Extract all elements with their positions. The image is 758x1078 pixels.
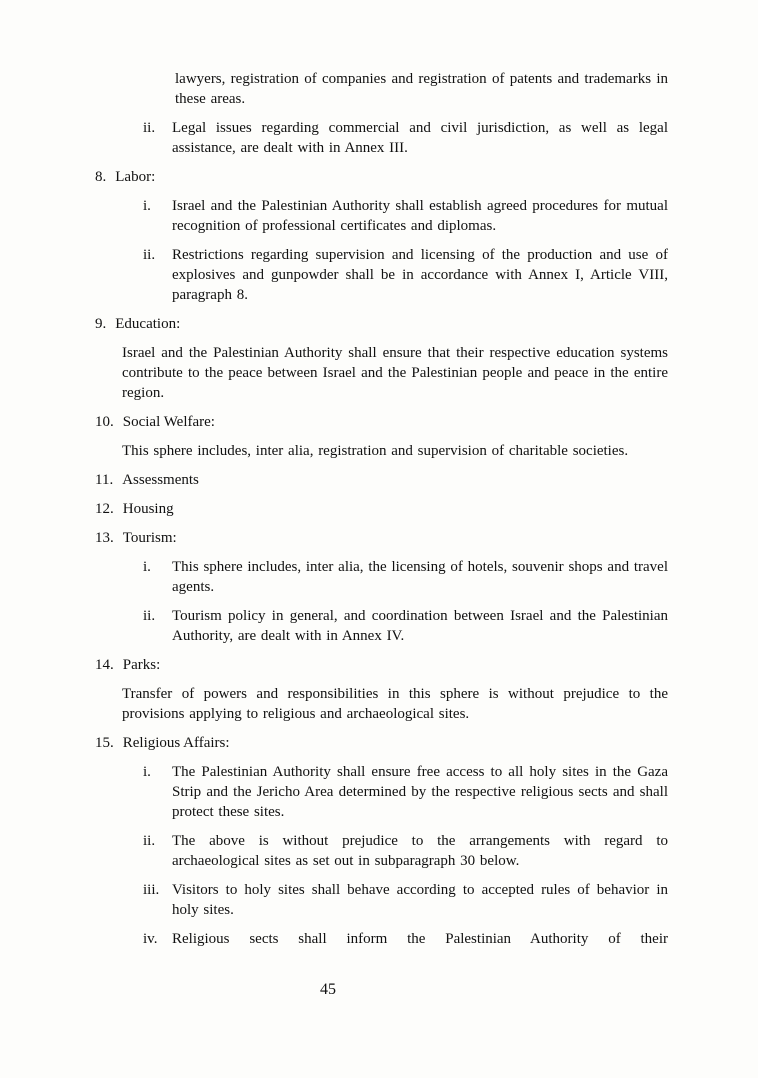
section-title: Tourism: — [122, 530, 177, 546]
paragraph-text: This sphere includes, inter alia, registration and supervision of charitable societies. — [122, 443, 629, 459]
subitem-text: Restrictions regarding supervision and licensing of the production and use of explosives and gunpowder shall be in accordance with Annex I, Article VIII, paragraph 8. — [172, 247, 668, 303]
section-title: Education: — [115, 316, 181, 332]
section-number: 15. — [95, 735, 114, 751]
subitem-label: ii. — [143, 608, 156, 624]
subitem-labor-ii — [143, 245, 668, 305]
section-title: Religious Affairs: — [122, 735, 230, 751]
subitem-text: The Palestinian Authority shall ensure free access to all holy sites in the Gaza Strip and the Jericho Area determined by the respective religious sects and shall protect these sites. — [172, 764, 668, 820]
section-heading-11-assessments — [95, 470, 668, 490]
page-number: 45 — [320, 981, 336, 998]
section-heading-10-social-welfare — [95, 412, 668, 432]
section-title: Social Welfare: — [122, 414, 215, 430]
subitem-text: The above is without prejudice to the arrangements with regard to archaeological sites as set out in subparagraph 30 below. — [172, 833, 668, 869]
section-paragraph-parks — [122, 684, 668, 724]
section-heading-15-religious-affairs — [95, 733, 668, 753]
paragraph-text: Transfer of powers and responsibilities in this sphere is without prejudice to the provisions applying to religious and archaeological sites. — [122, 686, 668, 722]
subitem-label: i. — [143, 198, 151, 214]
section-heading-14-parks — [95, 655, 668, 675]
section-title: Housing — [122, 501, 174, 517]
subitem-text: Legal issues regarding commercial and civil jurisdiction, as well as legal assistance, are dealt with in Annex III. — [172, 120, 668, 156]
subitem-religious-iii — [143, 880, 668, 920]
paragraph-text: lawyers, registration of companies and registration of patents and trademarks in these areas. — [175, 71, 668, 107]
section-number: 9. — [95, 316, 107, 332]
subitem-text: Religious sects shall inform the Palestinian Authority of their — [172, 931, 668, 947]
subitem-religious-ii — [143, 831, 668, 871]
subitem-text: Visitors to holy sites shall behave according to accepted rules of behavior in holy sites. — [172, 882, 668, 918]
subitem-label: i. — [143, 764, 151, 780]
subitem-label: ii. — [143, 247, 156, 263]
section-paragraph-education — [122, 343, 668, 403]
subitem-text: Tourism policy in general, and coordination between Israel and the Palestinian Authority, are dealt with in Annex IV. — [172, 608, 668, 644]
document-content — [95, 69, 668, 949]
section-number: 10. — [95, 414, 114, 430]
subitem-labor-i — [143, 196, 668, 236]
subitem-label: ii. — [143, 833, 156, 849]
subitem-legal-ii — [143, 118, 668, 158]
section-number: 14. — [95, 657, 114, 673]
subitem-label: iii. — [143, 882, 160, 898]
subitem-text: Israel and the Palestinian Authority shall establish agreed procedures for mutual recognition of professional certificates and diplomas. — [172, 198, 668, 234]
section-paragraph-social-welfare — [122, 441, 668, 461]
paragraph-text: Israel and the Palestinian Authority shall ensure that their respective education systems contribute to the peace between Israel and the Palestinian people and peace in the entire region. — [122, 345, 668, 401]
section-heading-13-tourism — [95, 528, 668, 548]
section-heading-8-labor — [95, 167, 668, 187]
section-heading-12-housing — [95, 499, 668, 519]
subitem-religious-iv — [143, 929, 668, 949]
section-number: 8. — [95, 169, 107, 185]
section-title: Parks: — [122, 657, 161, 673]
section-number: 13. — [95, 530, 114, 546]
section-title: Assessments — [122, 472, 199, 488]
section-heading-9-education — [95, 314, 668, 334]
section-title: Labor: — [115, 169, 156, 185]
subitem-label: iv. — [143, 931, 158, 947]
subitem-text: This sphere includes, inter alia, the licensing of hotels, souvenir shops and travel agents. — [172, 559, 668, 595]
subitem-label: ii. — [143, 120, 156, 136]
subitem-tourism-ii — [143, 606, 668, 646]
subitem-label: i. — [143, 559, 151, 575]
section-number: 11. — [95, 472, 114, 488]
paragraph-continuation — [175, 69, 668, 109]
section-number: 12. — [95, 501, 114, 517]
subitem-religious-i — [143, 762, 668, 822]
subitem-tourism-i — [143, 557, 668, 597]
